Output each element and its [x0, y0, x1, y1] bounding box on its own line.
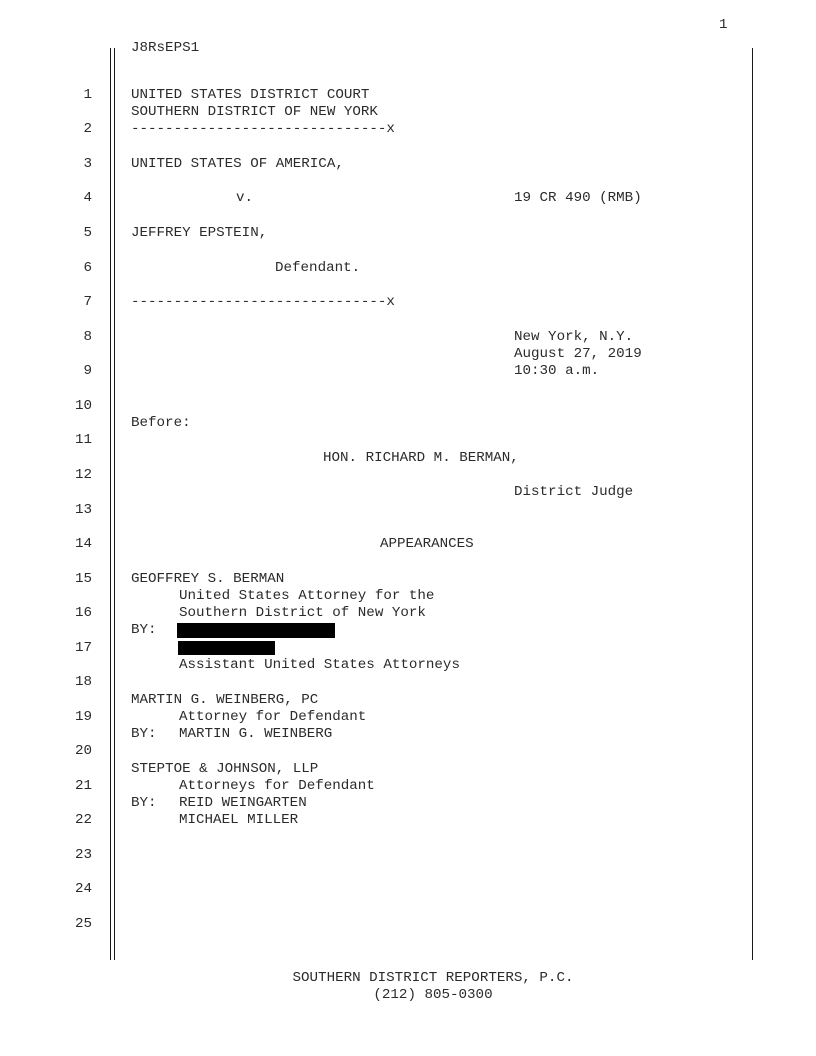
defense-firm-1-role: Attorney for Defendant [179, 709, 367, 725]
line-number: 11 [74, 432, 92, 448]
defendant-name: JEFFREY EPSTEIN, [131, 225, 268, 241]
line-number: 6 [83, 260, 92, 276]
line-number: 14 [74, 536, 92, 552]
footer-phone: (212) 805-0300 [373, 987, 493, 1003]
caption-divider-bottom: ------------------------------x [131, 294, 395, 310]
line-number: 15 [74, 571, 92, 587]
versus: v. [236, 190, 254, 206]
line-number: 20 [74, 743, 92, 759]
caption-divider-top: ------------------------------x [131, 121, 395, 137]
defense-firm-2: STEPTOE & JOHNSON, LLP [131, 761, 319, 777]
redaction-bar [178, 641, 275, 655]
case-number: 19 CR 490 (RMB) [514, 190, 642, 206]
line-number: 8 [83, 329, 92, 345]
redaction-bar [177, 623, 335, 638]
assistant-attorneys-label: Assistant United States Attorneys [179, 657, 460, 673]
line-number: 23 [74, 847, 92, 863]
footer-reporter-name: SOUTHERN DISTRICT REPORTERS, P.C. [292, 970, 574, 986]
defense-firm-2-attorney-2: MICHAEL MILLER [179, 812, 299, 828]
government-attorney-name: GEOFFREY S. BERMAN [131, 571, 285, 587]
government-by-label: BY: [131, 622, 157, 638]
before-label: Before: [131, 415, 191, 431]
line-number: 3 [83, 156, 92, 172]
judge-name: HON. RICHARD M. BERMAN, [323, 450, 519, 466]
line-number: 4 [83, 190, 92, 206]
government-role-line1: United States Attorney for the [179, 588, 435, 604]
defense-firm-2-by-label: BY: [131, 795, 157, 811]
line-number: 21 [74, 778, 92, 794]
defense-firm-2-role: Attorneys for Defendant [179, 778, 375, 794]
defendant-role: Defendant. [275, 260, 361, 276]
line-number: 10 [74, 398, 92, 414]
line-number: 1 [83, 87, 92, 103]
judge-title: District Judge [514, 484, 634, 500]
line-number: 7 [83, 294, 92, 310]
line-number: 12 [74, 467, 92, 483]
header-code: J8RsEPS1 [131, 40, 200, 56]
defense-firm-2-attorney-1: REID WEINGARTEN [179, 795, 307, 811]
plaintiff-name: UNITED STATES OF AMERICA, [131, 156, 344, 172]
government-role-line2: Southern District of New York [179, 605, 426, 621]
line-number: 25 [74, 916, 92, 932]
line-number: 13 [74, 502, 92, 518]
line-number: 17 [74, 640, 92, 656]
page-number: 1 [719, 17, 728, 33]
location-time: 10:30 a.m. [514, 363, 600, 379]
court-name-line2: SOUTHERN DISTRICT OF NEW YORK [131, 104, 378, 120]
left-margin-rule-outer [110, 48, 111, 960]
court-name-line1: UNITED STATES DISTRICT COURT [131, 87, 370, 103]
right-margin-rule [752, 48, 753, 960]
line-number: 9 [83, 363, 92, 379]
line-number: 19 [74, 709, 92, 725]
location-city: New York, N.Y. [514, 329, 634, 345]
appearances-heading: APPEARANCES [380, 536, 474, 552]
line-number: 16 [74, 605, 92, 621]
line-number: 22 [74, 812, 92, 828]
defense-firm-1-attorney: MARTIN G. WEINBERG [179, 726, 333, 742]
line-number: 18 [74, 674, 92, 690]
line-number: 24 [74, 881, 92, 897]
defense-firm-1: MARTIN G. WEINBERG, PC [131, 692, 319, 708]
location-date: August 27, 2019 [514, 346, 642, 362]
left-margin-rule-inner [114, 48, 115, 960]
defense-firm-1-by-label: BY: [131, 726, 157, 742]
line-number: 2 [83, 121, 92, 137]
line-number: 5 [83, 225, 92, 241]
